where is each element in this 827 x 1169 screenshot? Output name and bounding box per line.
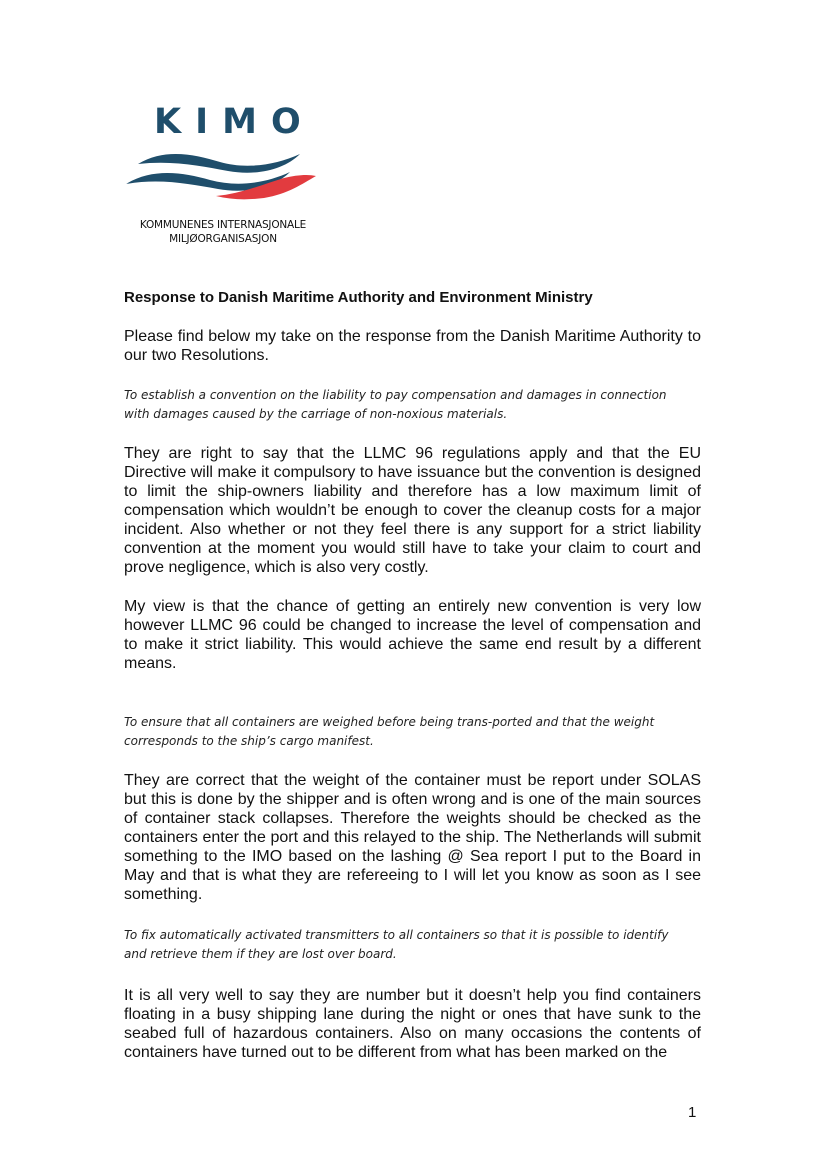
paragraph-4: It is all very well to say they are number but it doesn’t help you find containers floating in a busy shipping lane during the night or ones that have sunk to the seabed full of hazardous containers. Also on many occasions the contents of containers have turned out to be different from what has been marked on the [124,987,701,1061]
waves-logo-icon [124,150,320,200]
resolution-2-text: To ensure that all containers are weighed before being trans-ported and that the weight corresponds to the ship’s cargo manifest. [124,715,655,748]
paragraph-1: They are right to say that the LLMC 96 regulations apply and that the EU Directive will make it compulsory to have issuance but the convention is designed to limit the ship-owners liability and therefore has a low maximum limit of compensation which wouldn’t be enough to cover the cleanup costs for a major incident. Also whether or not they feel there is any support for a strict liability convention at the moment you would still have to take your claim to court and prove negligence, which is also very costly. [124,445,701,576]
org-name-line2: MILJØORGANISASJON [169,233,277,245]
resolution-1-text: To establish a convention on the liability to pay compensation and damages in connection with damages caused by the carriage of non-noxious materials. [124,388,667,421]
logo-wordmark: KIMO [154,102,315,142]
paragraph-3: They are correct that the weight of the container must be report under SOLAS but this is done by the shipper and is often wrong and is one of the main sources of container stack collapses. Therefore the weights should be checked as the containers enter the port and this relayed to the ship. The Netherlands will submit something to the IMO based on the lashing @ Sea report I put to the Board in May and that is what they are refereeing to I will let you know as soon as I see something. [124,772,701,903]
org-name-line1: KOMMUNENES INTERNASJONALE [139,219,307,231]
org-name [128,218,318,246]
resolution-3-text: To fix automatically activated transmitters to all containers so that it is possible to identify and retrieve them if they are lost over board. [124,928,669,961]
paragraph-2: My view is that the chance of getting an entirely new convention is very low however LLMC 96 could be changed to increase the level of compensation and to make it strict liability. This would achieve the same end result by a different means. [124,598,701,672]
intro-paragraph: Please find below my take on the response from the Danish Maritime Authority to our two Resolutions. [124,328,701,364]
document-title: Response to Danish Maritime Authority and Environment Ministry [124,289,593,306]
page-number: 1 [688,1104,697,1121]
